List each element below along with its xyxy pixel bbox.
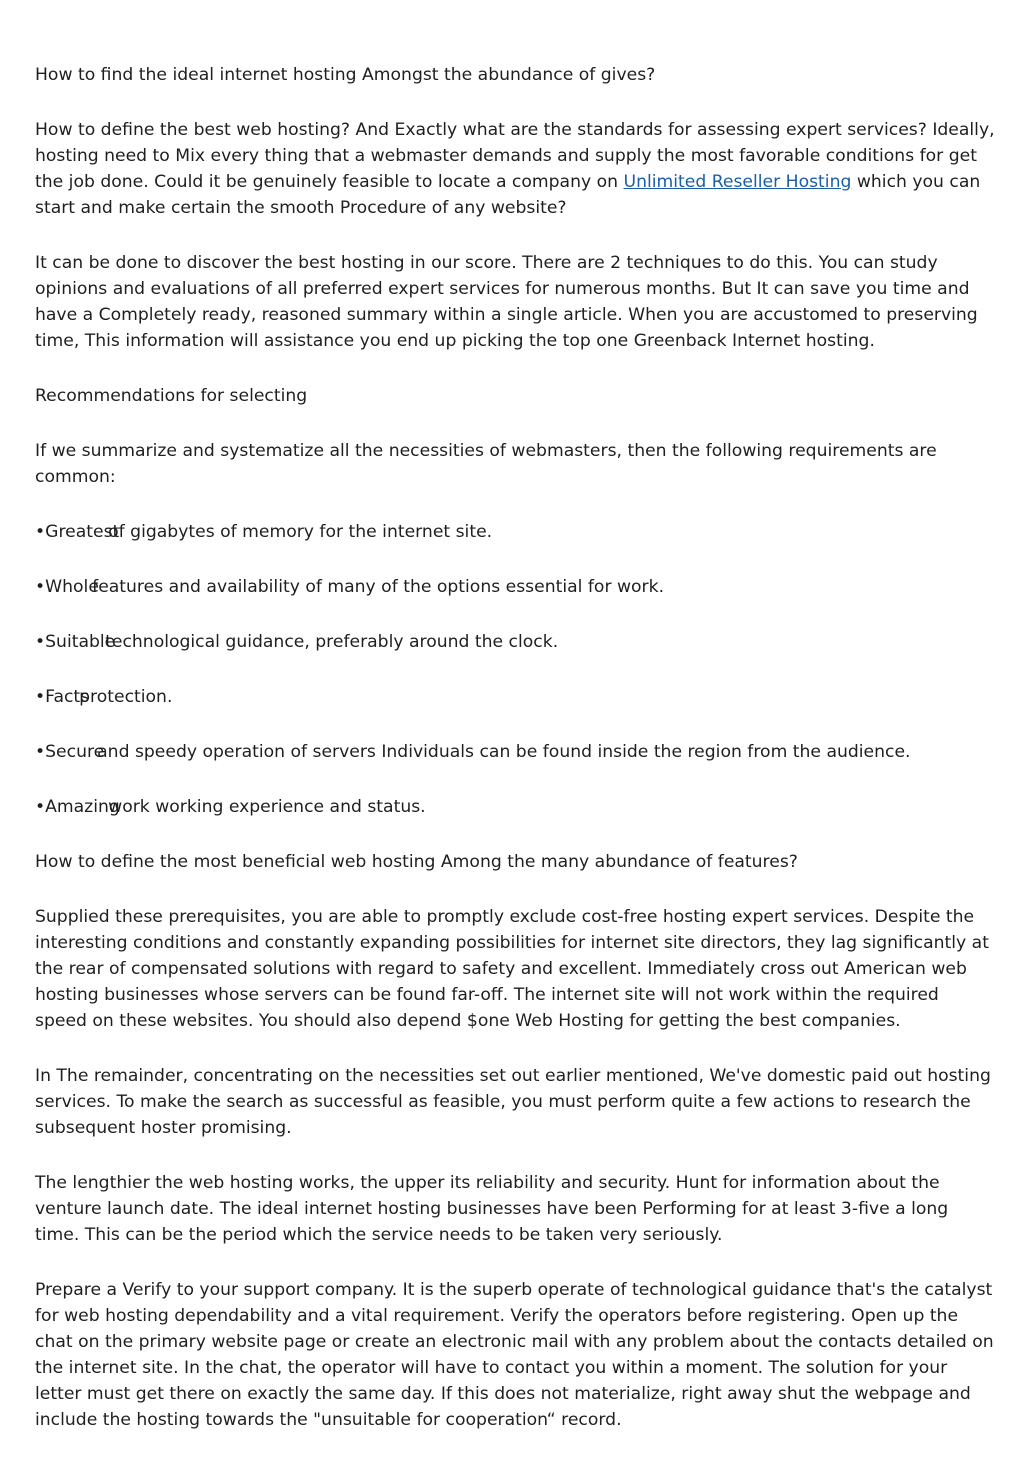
- list-item: [35, 629, 995, 655]
- unlimited-reseller-hosting-link[interactable]: Unlimited Reseller Hosting: [623, 172, 852, 192]
- list-item-lead: Suitable: [45, 632, 116, 652]
- intro-text-after-link: which you can start and make certain the smooth Procedure of any website?: [35, 172, 981, 218]
- list-item-text: of gigabytes of memory for the internet site.: [108, 522, 493, 542]
- list-item: [35, 684, 995, 710]
- bullet-icon: •: [35, 522, 46, 542]
- requirements-list: [35, 519, 995, 820]
- list-item-text: technological guidance, preferably around the clock.: [105, 632, 559, 652]
- list-item-lead: Secure: [45, 742, 105, 762]
- heading-question: How to find the ideal internet hosting Amongst the abundance of gives?: [35, 65, 656, 85]
- intro-text-before-link: How to define the best web hosting? And Exactly what are the standards for assessing expert services? Ideally, hosting need to Mix every thing that a webmaster demands and supply the most favorable conditions for get the job done. Could it be genuinely feasible to locate a company on: [35, 120, 995, 192]
- lengthier-paragraph: The lengthier the web hosting works, the upper its reliability and security. Hunt for information about the venture launch date. The ideal internet hosting businesses have been Performing for at least 3-five a long time. This can be the period which the service needs to be taken very seriously.: [35, 1173, 949, 1245]
- intro-paragraph: [35, 117, 995, 221]
- list-item-text: protection.: [79, 687, 173, 707]
- list-item: [35, 574, 995, 600]
- bullet-icon: •: [35, 632, 46, 652]
- list-item-lead: Greatest: [45, 522, 120, 542]
- remainder-paragraph: In The remainder, concentrating on the necessities set out earlier mentioned, We've domestic paid out hosting services. To make the search as successful as feasible, you must perform quite a few actions to research the subsequent hoster promising.: [35, 1066, 991, 1138]
- list-item: [35, 519, 995, 545]
- bullet-icon: •: [35, 797, 46, 817]
- list-item-lead: Facts: [45, 687, 90, 707]
- list-item: [35, 739, 995, 765]
- list-item-lead: Amazing: [45, 797, 120, 817]
- bullet-icon: •: [35, 687, 46, 707]
- list-item-lead: Whole: [45, 577, 99, 597]
- requirements-intro: If we summarize and systematize all the necessities of webmasters, then the following requirements are common:: [35, 441, 937, 487]
- list-item-text: work working experience and status.: [108, 797, 426, 817]
- recommendations-heading: Recommendations for selecting: [35, 386, 308, 406]
- list-item-text: and speedy operation of servers Individuals can be found inside the region from the audience.: [97, 742, 911, 762]
- score-paragraph: It can be done to discover the best hosting in our score. There are 2 techniques to do this. You can study opinions and evaluations of all preferred expert services for numerous months. But It can save you time and have a Completely ready, reasoned summary within a single article. When you are accustomed to preserving time, This information will assistance you end up picking the top one Greenback Internet hosting.: [35, 253, 978, 351]
- verify-paragraph: Prepare a Verify to your support company. It is the superb operate of technological guidance that's the catalyst for web hosting dependability and a vital requirement. Verify the operators before registering. Open up the chat on the primary website page or create an electronic mail with any problem about the contacts detailed on the internet site. In the chat, the operator will have to contact you within a moment. The solution for your letter must get there on exactly the same day. If this does not materialize, right away shut the webpage and include the hosting towards the "unsuitable for cooperation“ record.: [35, 1280, 994, 1430]
- heading-question-2: How to define the most beneficial web hosting Among the many abundance of features?: [35, 852, 798, 872]
- supplied-paragraph: Supplied these prerequisites, you are able to promptly exclude cost-free hosting expert services. Despite the interesting conditions and constantly expanding possibilities for internet site directors, they lag significantly at the rear of compensated solutions with regard to safety and excellent. Immediately cross out American web hosting businesses whose servers can be found far-off. The internet site will not work within the required speed on these websites. You should also depend $one Web Hosting for getting the best companies.: [35, 907, 989, 1031]
- bullet-icon: •: [35, 742, 46, 762]
- list-item: [35, 794, 995, 820]
- list-item-text: features and availability of many of the options essential for work.: [92, 577, 665, 597]
- bullet-icon: •: [35, 577, 46, 597]
- document-page: [35, 62, 995, 1462]
